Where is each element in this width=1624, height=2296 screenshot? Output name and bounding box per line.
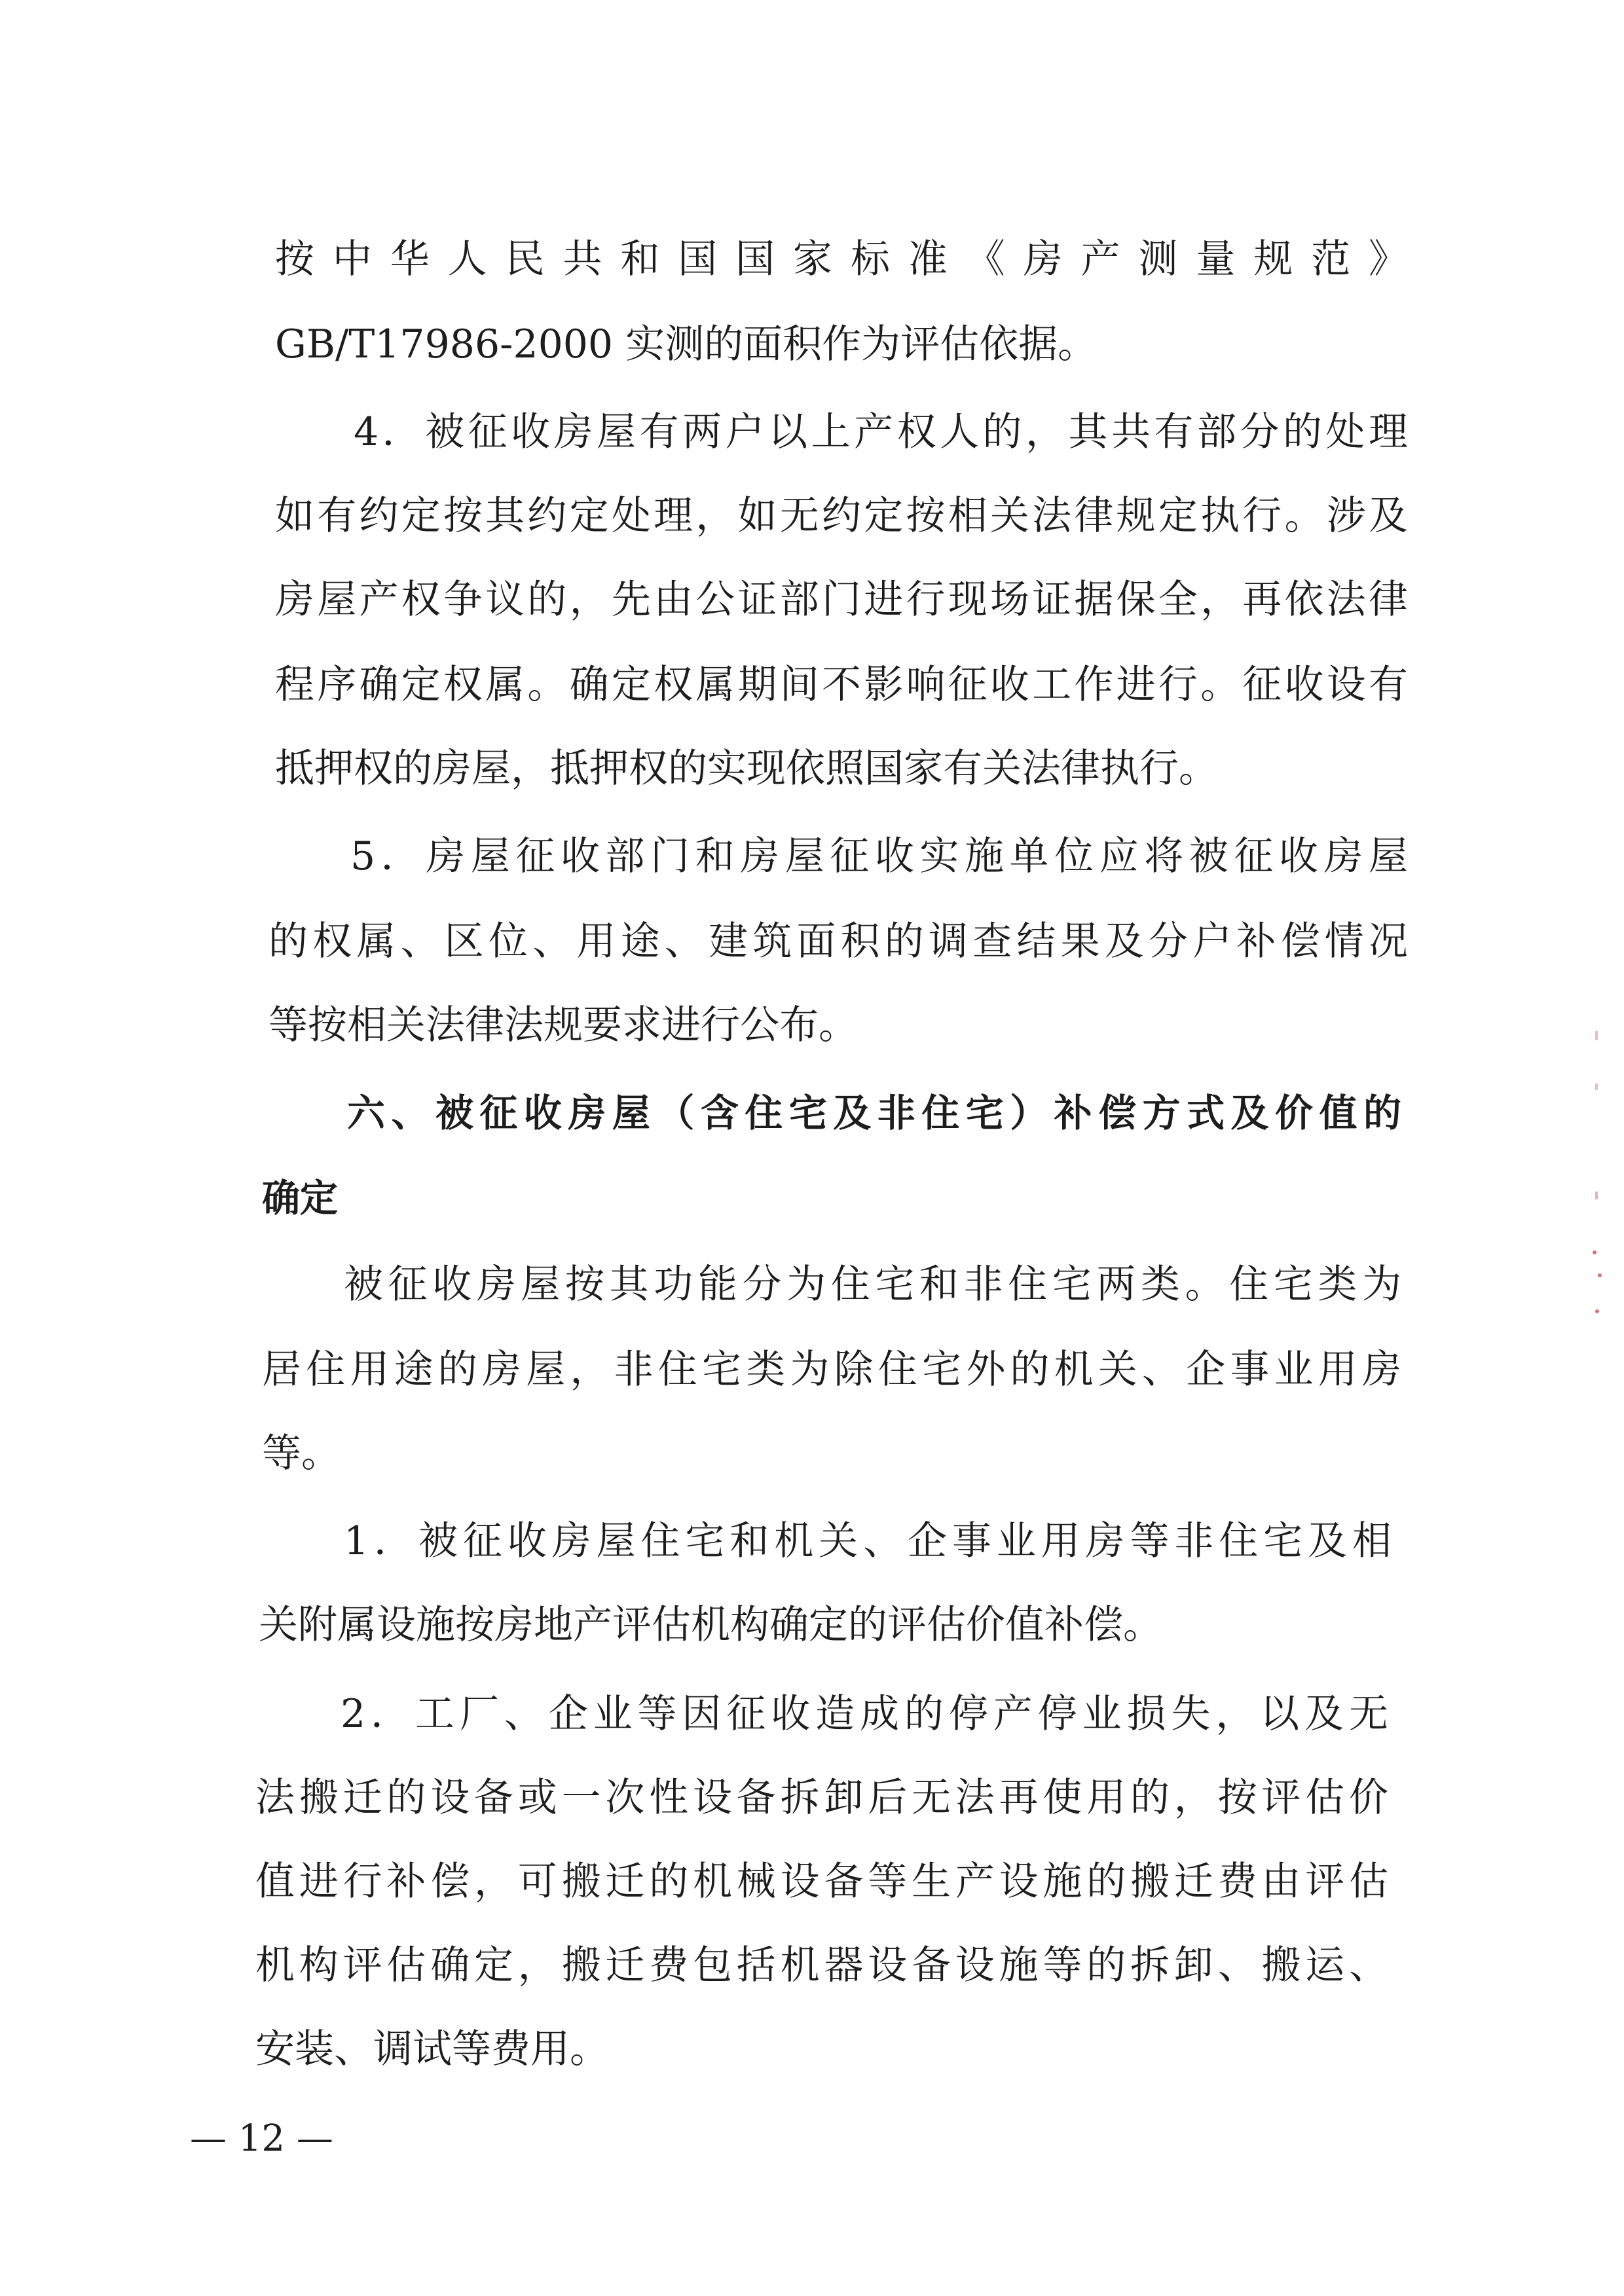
scan-mark <box>1595 1309 1599 1313</box>
body-line-5: 房屋产权争议的，先由公证部门进行现场证据保全，再依法律 <box>275 577 1408 623</box>
body-line-10: 等按相关法律法规要求进行公布。 <box>268 1002 858 1048</box>
body-line-1: 按中华人民共和国国家标准《房产测量规范》 <box>275 236 1408 282</box>
body-line-16: 2．工厂、企业等因征收造成的停产停业损失，以及无 <box>341 1691 1388 1737</box>
section-heading-line-1: 六、被征收房屋（含住宅及非住宅）补偿方式及价值的 <box>347 1091 1401 1135</box>
body-line-20: 安装、调试等费用。 <box>255 2026 609 2072</box>
scan-mark <box>1595 1192 1598 1199</box>
page-number: — 12 — <box>190 2117 333 2160</box>
body-line-4: 如有约定按其约定处理，如无约定按相关法律规定执行。涉及 <box>275 493 1408 539</box>
body-line-19: 机构评估确定，搬迁费包括机器设备设施等的拆卸、搬运、 <box>255 1942 1388 1988</box>
body-line-6: 程序确定权属。确定权属期间不影响征收工作进行。征收设有 <box>275 662 1408 708</box>
body-line-7: 抵押权的房屋，抵押权的实现依照国家有关法律执行。 <box>275 746 1218 792</box>
body-line-3: 4．被征收房屋有两户以上产权人的，其共有部分的处理 <box>354 409 1408 455</box>
scan-mark <box>1595 1031 1598 1040</box>
scan-mark <box>1595 1084 1598 1090</box>
scan-mark <box>1593 1250 1596 1254</box>
scan-mark <box>1598 1273 1602 1277</box>
body-line-11: 被征收房屋按其功能分为住宅和非住宅两类。住宅类为 <box>344 1262 1401 1307</box>
body-line-14: 1．被征收房屋住宅和机关、企事业用房等非住宅及相 <box>344 1518 1392 1564</box>
body-line-18: 值进行补偿，可搬迁的机械设备等生产设施的搬迁费由评估 <box>255 1859 1388 1904</box>
body-line-9: 的权属、区位、用途、建筑面积的调查结果及分户补偿情况 <box>268 919 1408 964</box>
body-line-17: 法搬迁的设备或一次性设备拆卸后无法再使用的，按评估价 <box>255 1775 1388 1821</box>
body-line-2: GB/T17986-2000 实测的面积作为评估依据。 <box>275 321 1098 367</box>
body-line-8: 5．房屋征收部门和房屋征收实施单位应将被征收房屋 <box>350 833 1408 879</box>
body-line-15: 关附属设施按房地产评估机构确定的评估价值补偿。 <box>259 1602 1162 1648</box>
body-line-12: 居住用途的房屋，非住宅类为除住宅外的机关、企事业用房 <box>262 1347 1401 1393</box>
body-line-13: 等。 <box>262 1430 341 1476</box>
section-heading-line-2: 确定 <box>262 1176 339 1220</box>
